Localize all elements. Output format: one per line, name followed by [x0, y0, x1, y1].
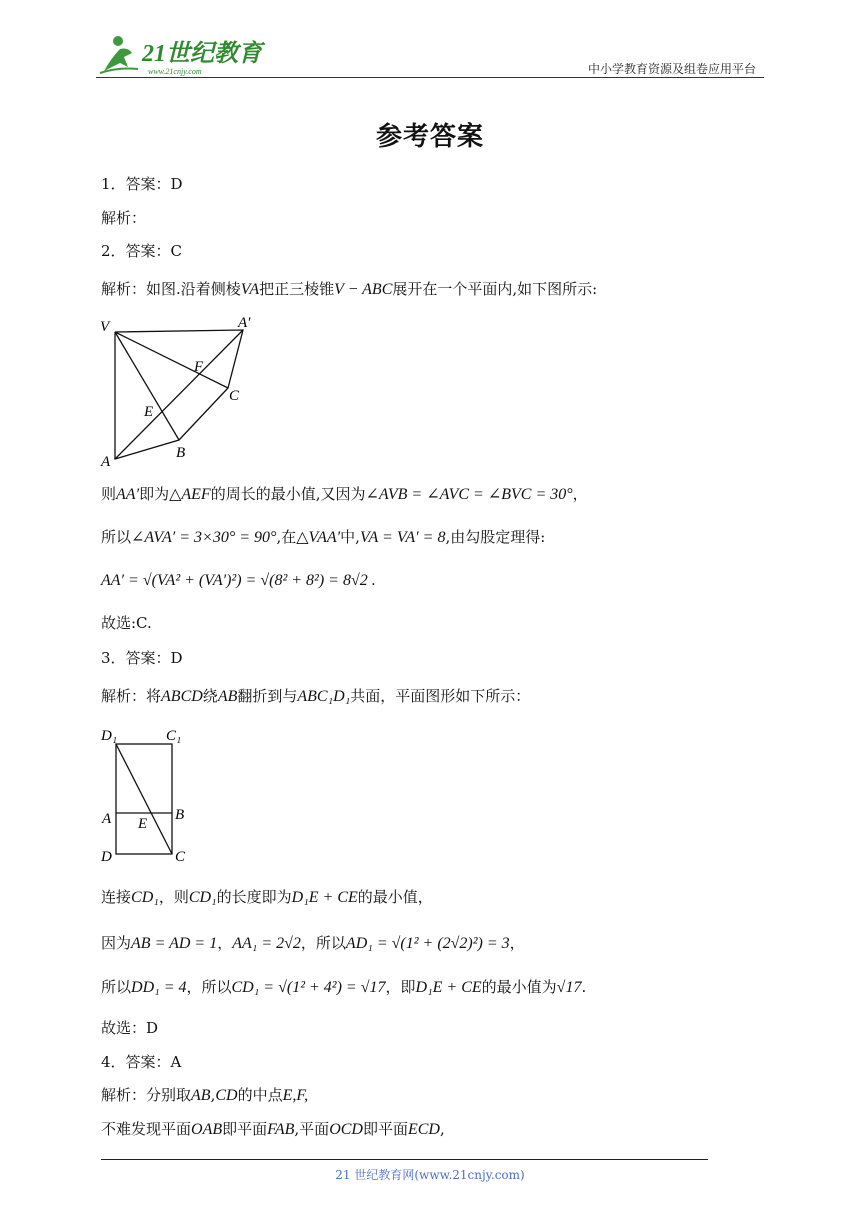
q2-line3-formula: AA′ = √(VA² + (VA′)²) = √(8² + 8²) = 8√2 .: [101, 572, 376, 589]
q3-select: 故选：D: [101, 1019, 159, 1037]
math-vabc: V − ABC: [334, 281, 393, 298]
q1-answer: 1．答案：D: [101, 175, 183, 193]
q2-analysis: 解析：如图.沿着侧棱VA把正三棱锥V − ABC展开在一个平面内,如下图所示:: [101, 280, 598, 298]
q3-line1: 解析：将ABCD绕AB翻折到与ABC₁D₁共面，平面图形如下所示：: [101, 687, 531, 705]
label-v: V: [100, 319, 110, 335]
label-c: C: [229, 388, 240, 404]
logo-text: 21世纪教育: [142, 41, 262, 67]
label-c: C: [175, 849, 186, 865]
footer-link[interactable]: 21 世纪教育网(www.21cnjy.com): [335, 1168, 525, 1182]
fold-figure: [96, 722, 206, 868]
label-f: F: [194, 359, 204, 375]
q2-select: 故选:C.: [101, 614, 152, 632]
label-a1: A′: [238, 315, 251, 331]
label-d: D: [101, 849, 112, 865]
q4-line2: 不难发现平面OAB即平面FAB,平面OCD即平面ECD,: [101, 1120, 445, 1138]
q3-answer: 3．答案：D: [101, 649, 183, 667]
net-figure: [96, 312, 266, 472]
label-e: E: [144, 404, 154, 420]
q4-line1: 解析：分别取AB,CD的中点E,F,: [101, 1086, 309, 1104]
q1-analysis: 解析：: [101, 209, 147, 227]
logo-url: www.21cnjy.com: [148, 67, 202, 76]
label-b: B: [176, 445, 186, 461]
label-a: A: [101, 454, 111, 470]
q3-line4: 所以DD₁ = 4，所以CD₁ = √(1² + 4²) = √17，即D₁E + CE的最小值为√17.: [101, 978, 587, 996]
q2-line1: 则AA′即为△AEF的周长的最小值,又因为∠AVB = ∠AVC = ∠BVC = 30°，: [101, 485, 588, 503]
label-e: E: [138, 816, 148, 832]
footer-divider: [101, 1159, 708, 1160]
header-slogan: 中小学教育资源及组卷应用平台: [587, 62, 756, 76]
q2-line2: 所以∠AVA′ = 3×30° = 90°,在△VAA′中,VA = VA′ = 8,由勾股定理得:: [101, 528, 546, 546]
q4-answer: 4．答案：A: [101, 1053, 182, 1071]
label-c1: C₁: [166, 728, 182, 744]
label-b: B: [175, 807, 185, 823]
math-va: VA: [240, 281, 260, 298]
q2-answer: 2．答案：C: [101, 242, 183, 260]
label-a: A: [102, 811, 112, 827]
q3-line3: 因为AB = AD = 1，AA₁ = 2√2，所以AD₁ = √(1² + (2√2)²) = 3，: [101, 934, 525, 952]
site-logo[interactable]: [98, 33, 268, 77]
header-divider: [96, 77, 764, 78]
label-d1: D₁: [101, 728, 118, 744]
q3-line2: 连接CD₁，则CD₁的长度即为D₁E + CE的最小值，: [101, 888, 433, 906]
page-title: 参考答案: [375, 122, 484, 152]
